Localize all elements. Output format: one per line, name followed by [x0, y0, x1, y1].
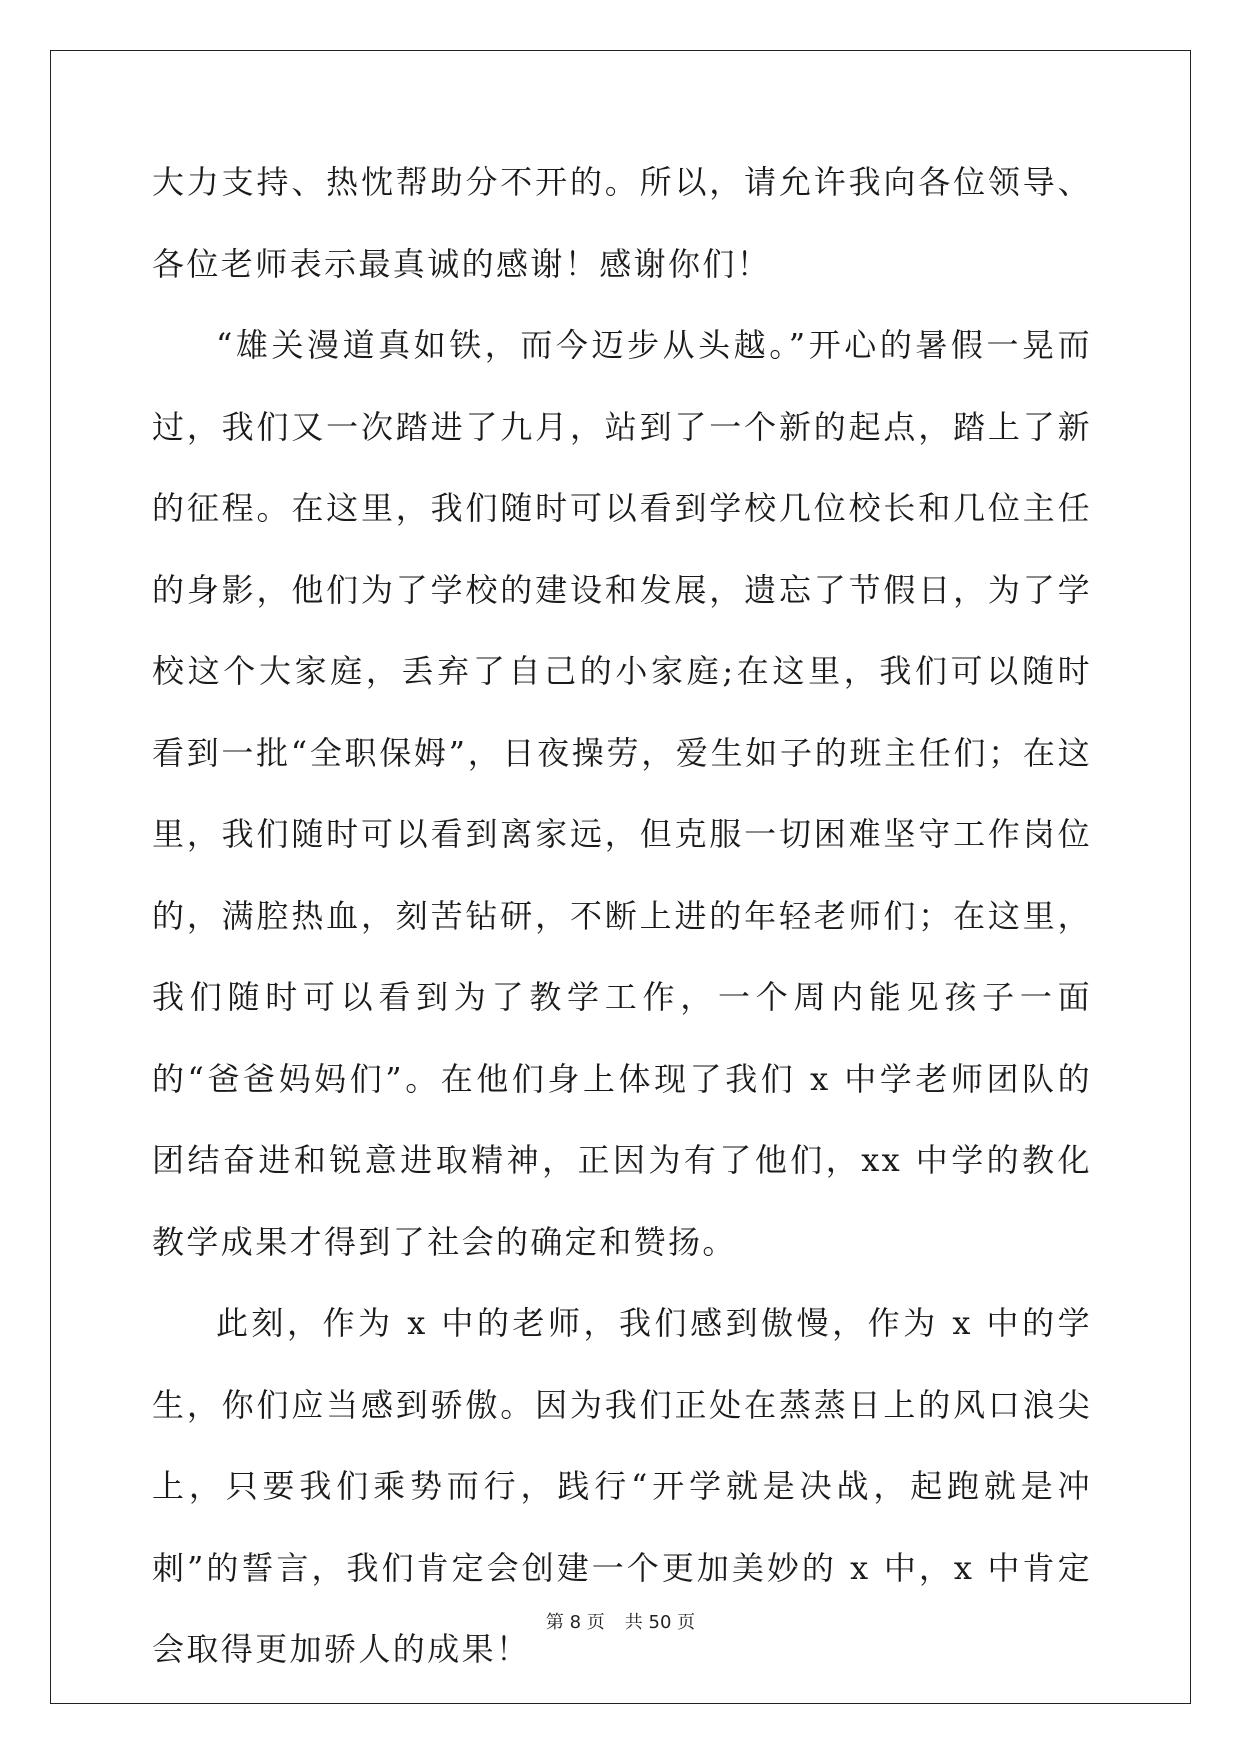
- current-page-label: 第 8 页: [545, 1612, 605, 1633]
- total-pages-label: 共 50 页: [624, 1612, 696, 1633]
- paragraph-2: “雄关漫道真如铁，而今迈步从头越。”开心的暑假一晃而过，我们又一次踏进了九月，站到了一个新的起点，踏上了新的征程。在这里，我们随时可以看到学校几位校长和几位主任的身影，他们为了学校的建设和发展，遗忘了节假日，为了学校这个大家庭，丢弃了自己的小家庭;在这里，我们可以随时看到一批“全职保姆”，日夜操劳，爱生如子的班主任们；在这里，我们随时可以看到离家远，但克服一切困难坚守工作岗位的，满腔热血，刻苦钻研，不断上进的年轻老师们；在这里，我们随时可以看到为了教学工作，一个周内能见孩子一面的“爸爸妈妈们”。在他们身上体现了我们 x 中学老师团队的团结奋进和锐意进取精神，正因为有了他们，xx 中学的教化教学成果才得到了社会的确定和赞扬。: [152, 326, 1092, 1261]
- document-body: [152, 142, 1092, 1691]
- page-footer: [0, 1608, 1241, 1634]
- paragraph-3: 此刻，作为 x 中的老师，我们感到傲慢，作为 x 中的学生，你们应当感到骄傲。因为我们正处在蒸蒸日上的风口浪尖上，只要我们乘势而行，践行“开学就是决战，起跑就是冲刺”的誓言，我们肯定会创建一个更加美妙的 x 中，x 中肯定会取得更加骄人的成果！: [152, 1304, 1092, 1668]
- paragraph-1: 大力支持、热忱帮助分不开的。所以，请允许我向各位领导、各位老师表示最真诚的感谢！感谢你们！: [152, 163, 1092, 283]
